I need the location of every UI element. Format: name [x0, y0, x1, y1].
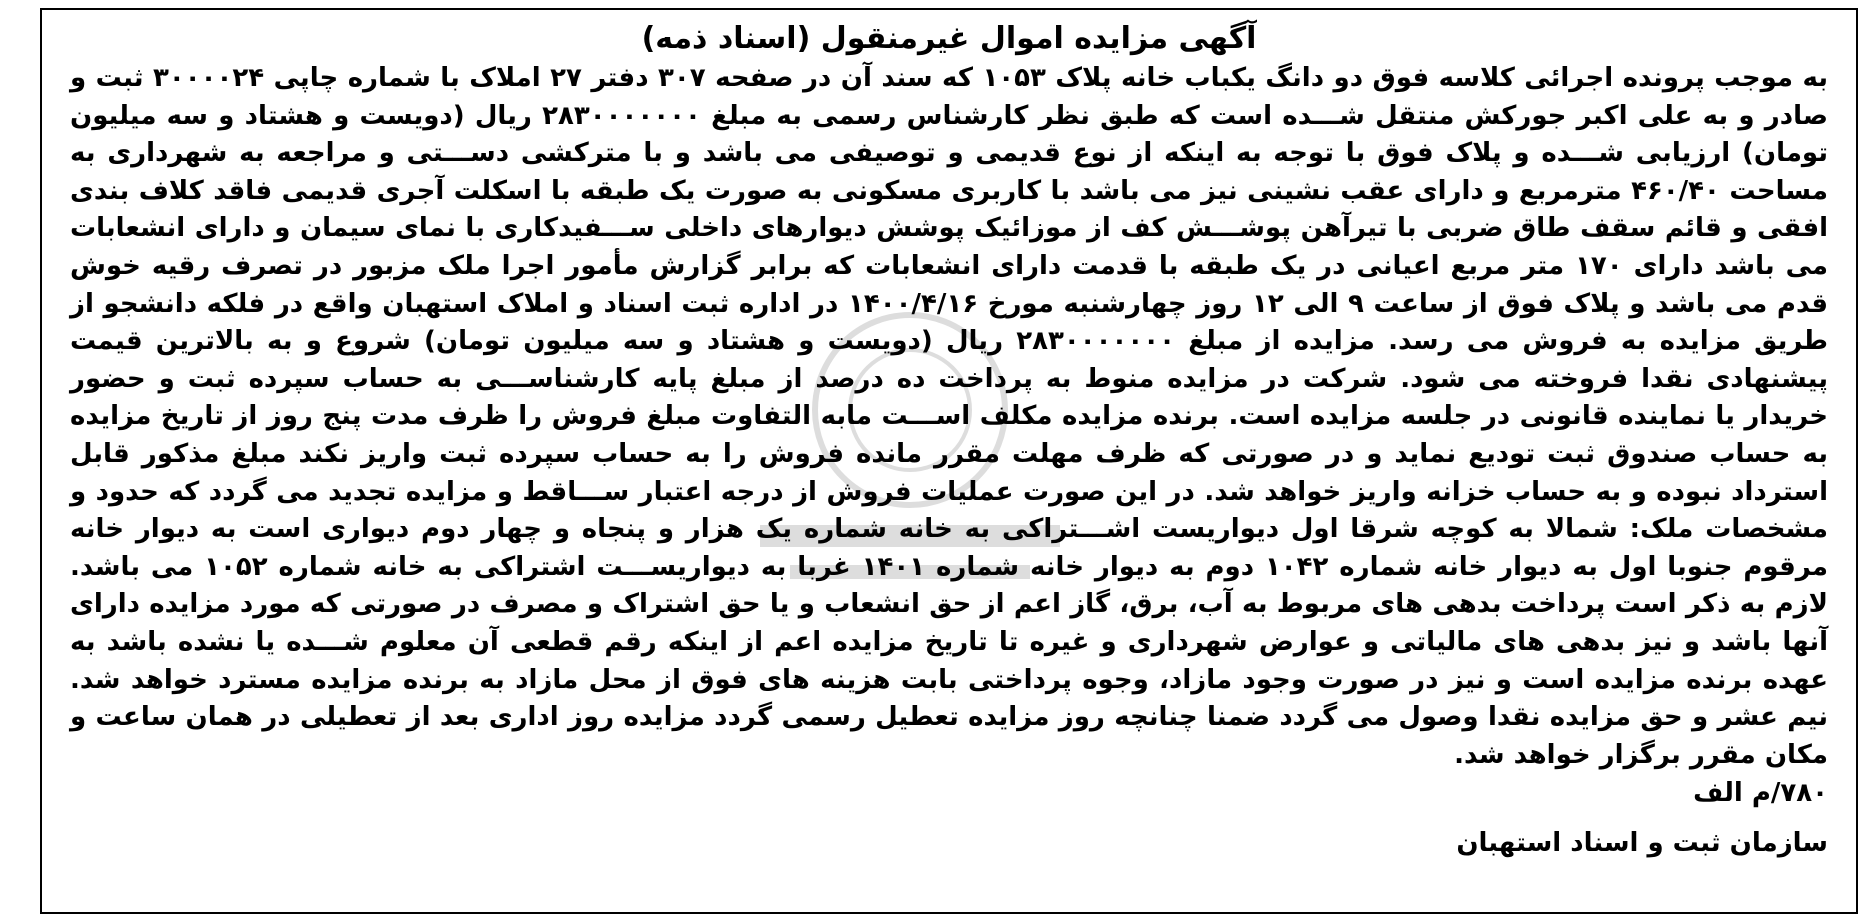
notice-signature: سازمان ثبت و اسناد استهبان	[1456, 828, 1828, 859]
auction-notice	[40, 8, 1858, 914]
notice-reference: ۷۸۰/م الف	[1693, 778, 1828, 809]
notice-body: به موجب پرونده اجرائی کلاسه فوق دو دانگ یکباب خانه پلاک ۱۰۵۳ که سند آن در صفحه ۳۰۷ دفتر ۲۷ املاک با شماره چاپی ۳۰۰۰۰۲۴ ثبت و صادر و به علی اکبر جورکش منتقل شـــده است که طبق نظر کارشناس رسمی به مبلغ ۲۸۳۰۰۰۰۰۰۰ ریال (دویست و هشتاد و سه میلیون تومان) ارزیابی شـــده و پلاک فوق با توجه به اینکه از نوع قدیمی و توصیفی می باشد و با مترکشی دســـتی و مراجعه به شهرداری به مساحت ۴۶۰/۴۰ مترمربع و دارای عقب نشینی نیز می باشد با کاربری مسکونی به صورت یک طبقه با اسکلت آجری قدیمی فاقد کلاف بندی افقی و قائم سقف طاق ضربی با تیرآهن پوشـــش کف از موزائیک پوشش دیوارهای داخلی ســـفیدکاری با نمای سیمان و دارای انشعابات می باشد دارای ۱۷۰ متر مربع اعیانی در یک طبقه با قدمت دارای انشعابات که برابر گزارش مأمور اجرا ملک مزبور در تصرف رقیه خوش قدم می باشد و پلاک فوق از ساعت ۹ الی ۱۲ روز چهارشنبه مورخ ۱۴۰۰/۴/۱۶ در اداره ثبت اسناد و املاک استهبان واقع در فلکه دانشجو از طریق مزایده به فروش می رسد. مزایده از مبلغ ۲۸۳۰۰۰۰۰۰۰ ریال (دویست و هشتاد و سه میلیون تومان) شروع و به بالاترین قیمت پیشنهادی نقدا فروخته می شود. شرکت در مزایده منوط به پرداخت ده درصد از مبلغ پایه کارشناســـی به حساب سپرده ثبت و حضور خریدار یا نماینده قانونی در جلسه مزایده است. برنده مزایده مکلف اســـت مابه التفاوت مبلغ فروش را ظرف مدت پنج روز از تاریخ مزایده به حساب صندوق ثبت تودیع نماید و در صورتی که ظرف مهلت مقرر مانده فروش را به حساب سپرده ثبت واریز نکند مبلغ مذکور قابل استرداد نبوده و به حساب خزانه واریز خواهد شد. در این صورت عملیات فروش از درجه اعتبار ســـاقط و مزایده تجدید می گردد که حدود و مشخصات ملک: شمالا به کوچه شرقا اول دیواریست اشـــتراکی به خانه شماره یک هزار و پنجاه و چهار دوم دیواری است به دیوار خانه مرقوم جنوبا اول به دیوار خانه شماره ۱۰۴۲ دوم به دیوار خانه شماره ۱۴۰۱ غربا به دیواریســـت اشتراکی به خانه شماره ۱۰۵۲ می باشد. لازم به ذکر است پرداخت بدهی های مربوط به آب، برق، گاز اعم از حق انشعاب و یا حق اشتراک و مصرف در صورتی که مورد مزایده دارای آنها باشد و نیز بدهی های مالیاتی و عوارض شهرداری و غیره تا تاریخ مزایده اعم از اینکه رقم قطعی آن معلوم شـــده یا نشده باشد به عهده برنده مزایده است و نیز در صورت وجود مازاد، وجوه پرداختی بابت هزینه های فوق از محل مازاد به برنده مزایده مسترد خواهد شد. نیم عشر و حق مزایده نقدا وصول می گردد ضمنا چنانچه روز مزایده تعطیل رسمی گردد مزایده روز اداری بعد از تعطیلی در همان ساعت و مکان مقرر برگزار خواهد شد.	[70, 63, 1828, 770]
notice-title: آگهی مزایده اموال غیرمنقول (اسناد ذمه)	[641, 21, 1257, 56]
